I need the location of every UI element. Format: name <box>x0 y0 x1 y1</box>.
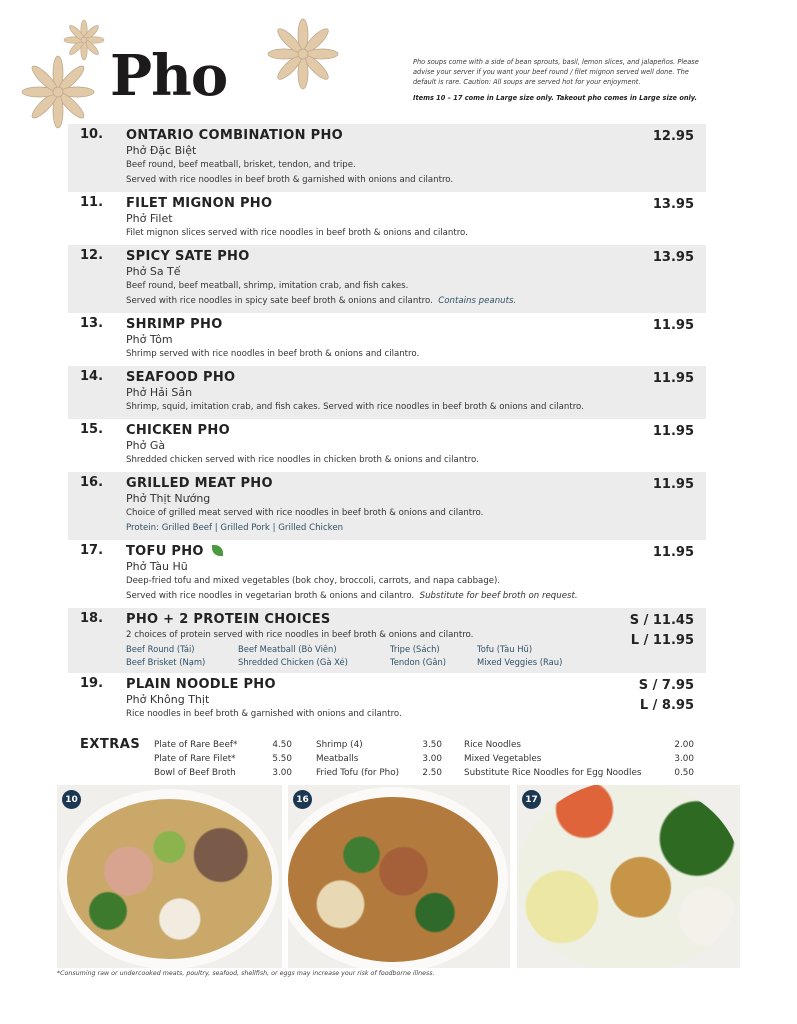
protein-options: Protein: Grilled Beef | Grilled Pork | Grilled Chicken <box>126 523 344 533</box>
item-description: Shredded chicken served with rice noodles in chicken broth & onions and cilantro. <box>126 455 479 465</box>
pho-broth-image <box>288 797 498 962</box>
menu-item <box>68 540 706 608</box>
item-viet-name: Phở Thịt Nướng <box>126 492 211 505</box>
substitution-note: Substitute for beef broth on request. <box>419 591 578 601</box>
item-price: 11.95 <box>652 545 694 560</box>
extra-price: 2.00 <box>674 740 694 750</box>
protein-choice: Beef Brisket (Nạm) <box>126 657 206 667</box>
vegetarian-leaf-icon <box>212 545 223 556</box>
menu-list <box>68 124 706 726</box>
item-number: 14. <box>80 369 104 384</box>
protein-choice: Tripe (Sách) <box>390 644 440 654</box>
item-number: 17. <box>80 543 104 558</box>
item-viet-name: Phở Đặc Biệt <box>126 144 197 157</box>
extra-item <box>316 766 442 780</box>
extras-column <box>316 738 442 780</box>
price-small: S / 11.45 <box>629 613 694 628</box>
protein-choice: Beef Meatball (Bò Viên) <box>238 644 337 654</box>
intro-text: Pho soups come with a side of bean sprouts, basil, lemon slices, and jalapeños. Please advise your server if you want your beef round / filet mignon served well done. The default is rare. Caution: All soups are served hot for your enjoyment. <box>413 58 699 86</box>
food-safety-disclaimer: *Consuming raw or undercooked meats, poultry, seafood, shellfish, or eggs may increase your risk of foodborne illness. <box>57 970 435 977</box>
item-viet-name: Phở Gà <box>126 439 166 452</box>
pho-bowl-image <box>517 785 740 968</box>
item-description: Beef round, beef meatball, brisket, tendon, and tripe. <box>126 160 356 170</box>
extra-name: Bowl of Beef Broth <box>154 768 236 778</box>
size-note: Items 10 – 17 come in Large size only. Takeout pho comes in Large size only. <box>413 94 697 102</box>
extra-price: 5.50 <box>272 754 292 764</box>
extra-item <box>316 752 442 766</box>
protein-choices-grid <box>126 643 616 669</box>
item-name: ONTARIO COMBINATION PHO <box>126 128 344 143</box>
flower-decoration-icon <box>18 52 98 132</box>
item-name-text: TOFU PHO <box>126 544 204 559</box>
item-viet-name: Phở Không Thịt <box>126 693 210 706</box>
protein-choice: Beef Round (Tái) <box>126 644 195 654</box>
menu-item <box>68 313 706 366</box>
item-description: Deep-fried tofu and mixed vegetables (bok choy, broccoli, carrots, and napa cabbage). <box>126 576 501 586</box>
extra-price: 3.00 <box>422 754 442 764</box>
photo-number-badge: 17 <box>522 790 541 809</box>
flower-decoration-icon <box>263 14 343 94</box>
price-large: L / 11.95 <box>630 633 694 648</box>
item-viet-name: Phở Hải Sản <box>126 386 193 399</box>
item-number: 10. <box>80 127 104 142</box>
item-description <box>126 589 616 604</box>
item-viet-name: Phở Filet <box>126 212 173 225</box>
allergen-note: Contains peanuts. <box>438 296 517 306</box>
extra-price: 3.00 <box>272 768 292 778</box>
protein-choice: Mixed Veggies (Rau) <box>477 657 563 667</box>
extra-price: 2.50 <box>422 768 442 778</box>
item-description: Filet mignon slices served with rice noodles in beef broth & onions and cilantro. <box>126 228 468 238</box>
item-description: 2 choices of protein served with rice noodles in beef broth & onions and cilantro. <box>126 630 474 640</box>
extra-item <box>464 738 694 752</box>
item-description-text: Served with rice noodles in vegetarian broth & onions and cilantro. <box>126 591 415 601</box>
food-photo <box>288 785 510 968</box>
intro-note <box>413 57 713 103</box>
item-name <box>126 543 616 560</box>
item-name: GRILLED MEAT PHO <box>126 476 273 491</box>
item-viet-name: Phở Tàu Hũ <box>126 560 188 573</box>
item-price: 11.95 <box>652 477 694 492</box>
item-description: Served with rice noodles in beef broth & garnished with onions and cilantro. <box>126 175 454 185</box>
extra-name: Shrimp (4) <box>316 740 363 750</box>
item-name: SEAFOOD PHO <box>126 370 236 385</box>
item-price: 11.95 <box>652 318 694 333</box>
extras-column <box>464 738 694 780</box>
item-description: Beef round, beef meatball, shrimp, imitation crab, and fish cakes. <box>126 281 409 291</box>
price-small: S / 7.95 <box>638 678 694 693</box>
item-name: CHICKEN PHO <box>126 423 230 438</box>
extra-price: 0.50 <box>674 768 694 778</box>
item-number: 13. <box>80 316 104 331</box>
photo-number-badge: 10 <box>62 790 81 809</box>
item-price: 12.95 <box>652 129 694 144</box>
extra-item <box>154 738 292 752</box>
food-photo <box>517 785 740 968</box>
extra-item <box>154 766 292 780</box>
extra-item <box>464 752 694 766</box>
item-number: 15. <box>80 422 104 437</box>
item-description-text: Served with rice noodles in spicy sate beef broth & onions and cilantro. <box>126 296 433 306</box>
item-name: SPICY SATE PHO <box>126 249 250 264</box>
menu-item <box>68 366 706 419</box>
extra-item <box>154 752 292 766</box>
item-price: 13.95 <box>652 250 694 265</box>
price-large: L / 8.95 <box>639 698 694 713</box>
menu-item <box>68 608 706 673</box>
extra-item <box>464 766 694 780</box>
protein-choice: Shredded Chicken (Gà Xé) <box>238 657 348 667</box>
menu-item <box>68 472 706 540</box>
extra-name: Plate of Rare Beef* <box>154 740 238 750</box>
extra-name: Meatballs <box>316 754 359 764</box>
menu-item <box>68 419 706 472</box>
menu-item <box>68 673 706 726</box>
item-name: PLAIN NOODLE PHO <box>126 677 276 692</box>
food-photo <box>57 785 282 968</box>
protein-choice: Tofu (Tàu Hũ) <box>477 644 533 654</box>
pho-broth-image <box>67 799 272 959</box>
item-viet-name: Phở Tôm <box>126 333 173 346</box>
extras-label: EXTRAS <box>80 737 141 752</box>
item-name: PHO + 2 PROTEIN CHOICES <box>126 612 331 627</box>
item-description: Shrimp, squid, imitation crab, and fish cakes. Served with rice noodles in beef broth & onions and cilantro. <box>126 402 584 412</box>
item-price: 11.95 <box>652 424 694 439</box>
extra-name: Fried Tofu (for Pho) <box>316 768 400 778</box>
menu-item <box>68 245 706 313</box>
item-price: 11.95 <box>652 371 694 386</box>
item-price: 13.95 <box>652 197 694 212</box>
item-number: 18. <box>80 611 104 626</box>
extra-name: Substitute Rice Noodles for Egg Noodles <box>464 768 642 778</box>
extra-price: 4.50 <box>272 740 292 750</box>
item-description: Rice noodles in beef broth & garnished with onions and cilantro. <box>126 709 402 719</box>
item-number: 19. <box>80 676 104 691</box>
extra-item <box>316 738 442 752</box>
extra-price: 3.00 <box>674 754 694 764</box>
item-name: SHRIMP PHO <box>126 317 223 332</box>
extra-name: Mixed Vegetables <box>464 754 542 764</box>
protein-choice: Tendon (Gân) <box>390 657 447 667</box>
item-number: 11. <box>80 195 104 210</box>
menu-item <box>68 192 706 245</box>
extra-price: 3.50 <box>422 740 442 750</box>
extras-column <box>154 738 292 780</box>
item-name: FILET MIGNON PHO <box>126 196 273 211</box>
item-viet-name: Phở Sa Tế <box>126 265 181 278</box>
item-description: Choice of grilled meat served with rice noodles in beef broth & onions and cilantro. <box>126 508 484 518</box>
extra-name: Rice Noodles <box>464 740 521 750</box>
item-number: 16. <box>80 475 104 490</box>
item-description <box>126 294 616 309</box>
item-number: 12. <box>80 248 104 263</box>
extra-name: Plate of Rare Filet* <box>154 754 236 764</box>
item-price <box>639 676 694 716</box>
item-price <box>630 611 694 651</box>
page-title: Pho <box>110 43 228 109</box>
menu-item <box>68 124 706 192</box>
photo-number-badge: 16 <box>293 790 312 809</box>
item-description: Shrimp served with rice noodles in beef broth & onions and cilantro. <box>126 349 420 359</box>
